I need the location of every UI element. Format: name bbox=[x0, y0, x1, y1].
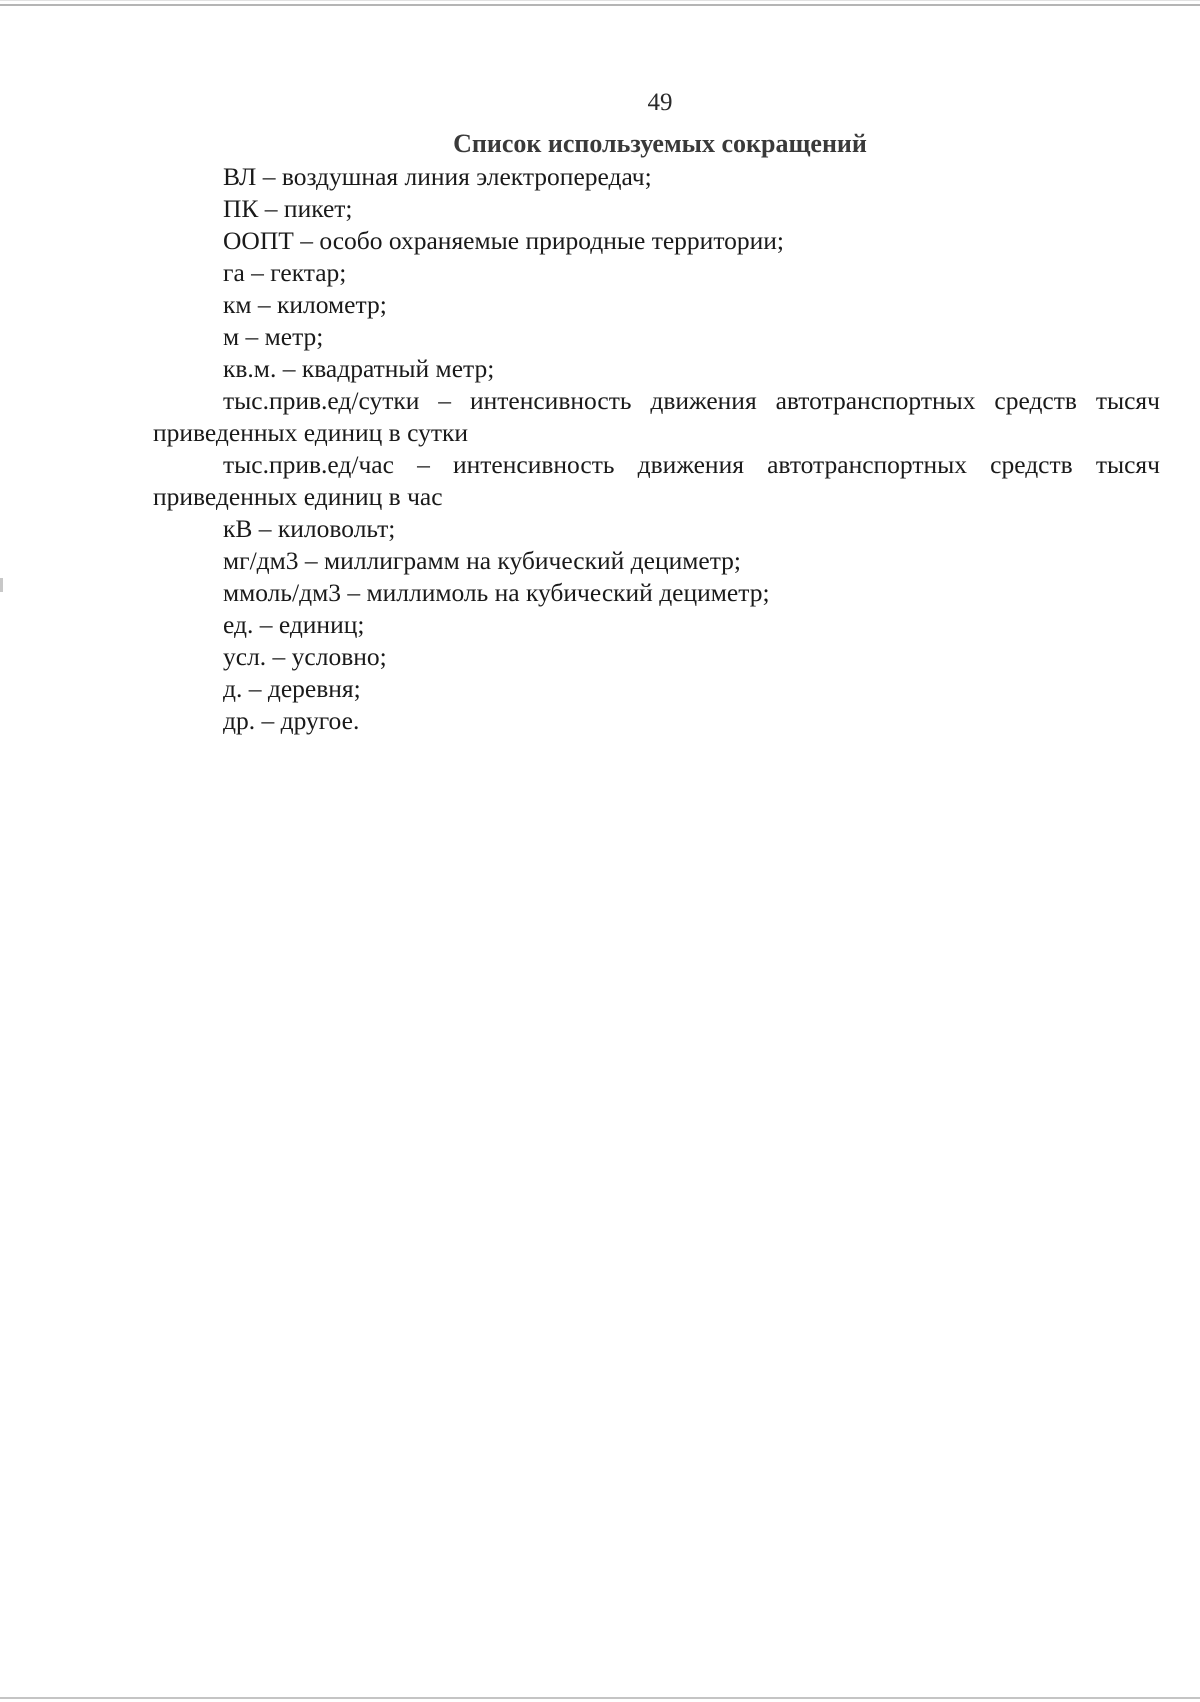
abbreviation-list bbox=[153, 161, 1160, 737]
page-title: Список используемых сокращений bbox=[453, 129, 867, 158]
abbreviation-entry: ПК – пикет; bbox=[223, 194, 353, 223]
page-number: 49 bbox=[647, 89, 673, 116]
abbreviation-entry: ммоль/дм3 – миллимоль на кубический дециметр; bbox=[223, 578, 770, 607]
abbreviation-entry: кв.м. – квадратный метр; bbox=[223, 354, 495, 383]
abbreviation-entry: га – гектар; bbox=[223, 258, 347, 287]
abbreviation-entry: мг/дм3 – миллиграмм на кубический дециметр; bbox=[223, 546, 741, 575]
abbreviation-entry: тыс.прив.ед/сутки – интенсивность движения автотранспортных средств тысяч приведенных единиц в сутки bbox=[153, 386, 1160, 447]
abbreviation-entry: тыс.прив.ед/час – интенсивность движения автотранспортных средств тысяч приведенных единиц в час bbox=[153, 450, 1160, 511]
abbreviation-entry: ООПТ – особо охраняемые природные территории; bbox=[223, 226, 785, 255]
abbreviation-entry: ед. – единиц; bbox=[223, 610, 365, 639]
abbreviation-entry: д. – деревня; bbox=[223, 674, 361, 703]
abbreviation-entry: усл. – условно; bbox=[223, 642, 387, 671]
abbreviation-entry: кВ – киловольт; bbox=[223, 514, 396, 543]
abbreviation-entry: др. – другое. bbox=[223, 706, 360, 735]
abbreviation-entry: км – километр; bbox=[223, 290, 387, 319]
abbreviation-entry: ВЛ – воздушная линия электропередач; bbox=[223, 162, 652, 191]
abbreviation-entry: м – метр; bbox=[223, 322, 324, 351]
